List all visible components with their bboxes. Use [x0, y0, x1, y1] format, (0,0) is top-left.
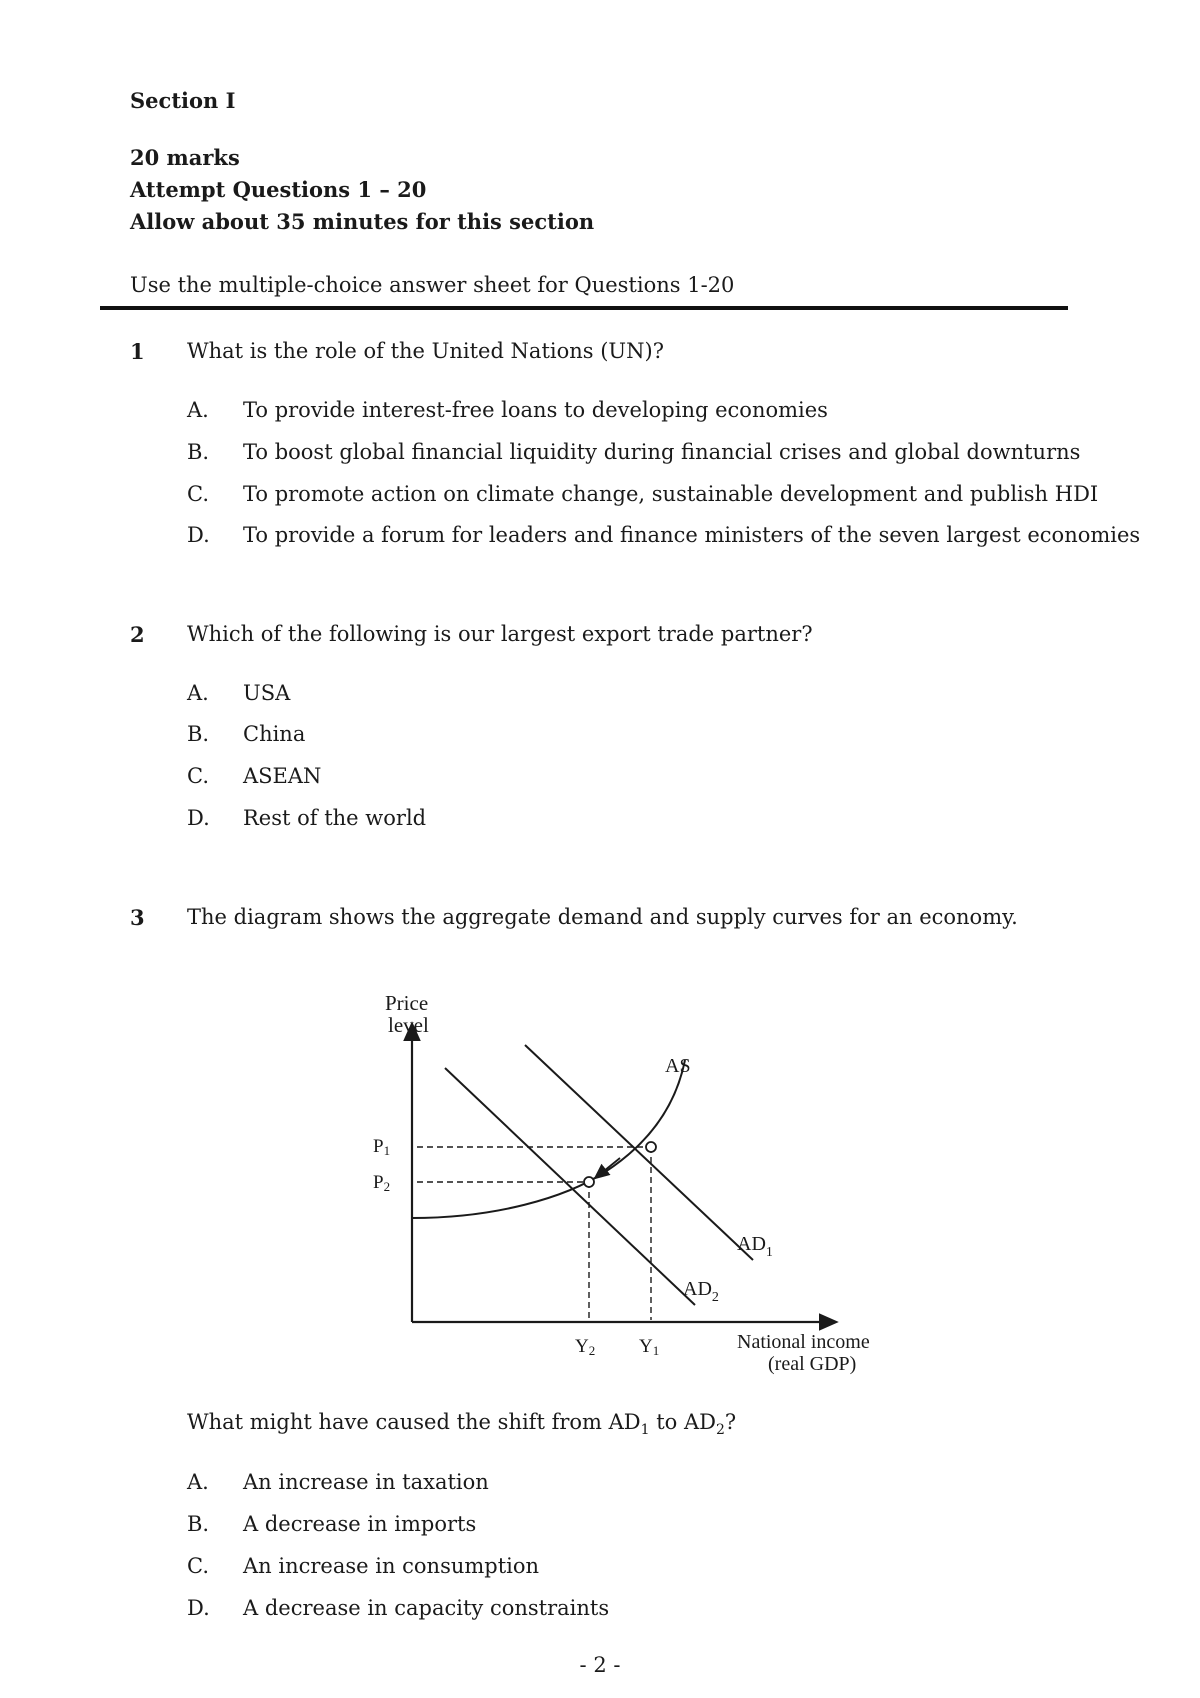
page-number: - 2 - — [579, 1653, 621, 1677]
option-letter: C. — [187, 482, 209, 506]
question-number: 2 — [130, 622, 145, 647]
as-label — [665, 1055, 691, 1077]
ad1-label-sub: 1 — [765, 1245, 773, 1260]
option-text: To provide interest-free loans to developing economies — [243, 398, 828, 422]
question-number: 3 — [130, 905, 145, 930]
y1-label — [639, 1336, 659, 1358]
option-letter: C. — [187, 764, 209, 788]
question-text: The diagram shows the aggregate demand and supply curves for an economy. — [187, 905, 1018, 929]
option-text: China — [243, 722, 306, 746]
option-text: A decrease in capacity constraints — [243, 1596, 610, 1620]
followup-middle: to AD — [649, 1410, 716, 1434]
x-axis-label-line1: National income — [737, 1331, 870, 1353]
p1-label-text: P — [373, 1136, 384, 1157]
shift-arrow — [599, 1158, 620, 1175]
p1-label — [373, 1136, 390, 1158]
y1-label-text: Y — [639, 1336, 653, 1357]
option-text: An increase in consumption — [243, 1554, 540, 1578]
option-text: Rest of the world — [243, 806, 427, 830]
option-text: To provide a forum for leaders and finance ministers of the seven largest economies — [243, 523, 1141, 547]
option-letter: D. — [187, 1596, 210, 1620]
section-marks: 20 marks — [130, 145, 240, 170]
option-letter: B. — [187, 1512, 210, 1536]
section-time: Allow about 35 minutes for this section — [130, 209, 595, 234]
ad1-label-text: AD — [737, 1233, 766, 1255]
y1-label-sub: 1 — [652, 1343, 660, 1358]
x-axis-label-line2: (real GDP) — [768, 1353, 857, 1375]
ad2-curve — [445, 1068, 695, 1305]
y-axis-label — [385, 991, 433, 1037]
p2-label — [373, 1172, 390, 1194]
option-letter: A. — [187, 398, 209, 422]
p1-label-sub: 1 — [383, 1143, 391, 1158]
option-letter: D. — [187, 523, 210, 547]
ad2-label-sub: 2 — [711, 1290, 719, 1305]
y2-label-sub: 2 — [588, 1343, 596, 1358]
ad1-label — [737, 1233, 773, 1260]
question-followup — [187, 1410, 736, 1438]
as-curve — [412, 1060, 685, 1218]
y2-label — [575, 1336, 595, 1358]
question-text: What is the role of the United Nations (UN)? — [187, 339, 664, 363]
option-text: USA — [243, 681, 291, 705]
horizontal-rule — [100, 306, 1068, 310]
followup-sub2: 2 — [715, 1422, 725, 1439]
followup-suffix: ? — [724, 1410, 737, 1434]
question-text: Which of the following is our largest export trade partner? — [187, 622, 813, 646]
y-axis-label-line1: Price — [385, 991, 429, 1015]
option-text: ASEAN — [243, 764, 322, 788]
option-letter: A. — [187, 1470, 209, 1494]
option-text: To promote action on climate change, sustainable development and publish HDI — [243, 482, 1099, 506]
ad-as-diagram — [355, 960, 915, 1400]
option-letter: A. — [187, 681, 209, 705]
p2-label-sub: 2 — [383, 1179, 391, 1194]
equilibrium-point-2 — [584, 1177, 594, 1187]
option-letter: B. — [187, 722, 210, 746]
option-text: To boost global financial liquidity during financial crises and global downturns — [243, 440, 1081, 464]
p2-label-text: P — [373, 1172, 384, 1193]
option-text: An increase in taxation — [243, 1470, 489, 1494]
section-attempt: Attempt Questions 1 – 20 — [130, 177, 427, 202]
section-title: Section I — [130, 88, 236, 113]
equilibrium-point-1 — [646, 1142, 656, 1152]
ad2-label — [683, 1278, 719, 1305]
option-letter: C. — [187, 1554, 209, 1578]
option-letter: D. — [187, 806, 210, 830]
ad1-curve — [525, 1045, 753, 1260]
followup-sub1: 1 — [640, 1422, 650, 1439]
ad2-label-text: AD — [683, 1278, 712, 1300]
section-instruction: Use the multiple-choice answer sheet for Questions 1-20 — [130, 273, 735, 297]
option-text: A decrease in imports — [243, 1512, 477, 1536]
option-letter: B. — [187, 440, 210, 464]
x-axis-label — [737, 1331, 875, 1375]
followup-prefix: What might have caused the shift from AD — [187, 1410, 641, 1434]
question-number: 1 — [130, 339, 145, 364]
as-label-text: AS — [665, 1055, 691, 1077]
y-axis-label-line2: level — [388, 1013, 429, 1037]
y2-label-text: Y — [575, 1336, 589, 1357]
